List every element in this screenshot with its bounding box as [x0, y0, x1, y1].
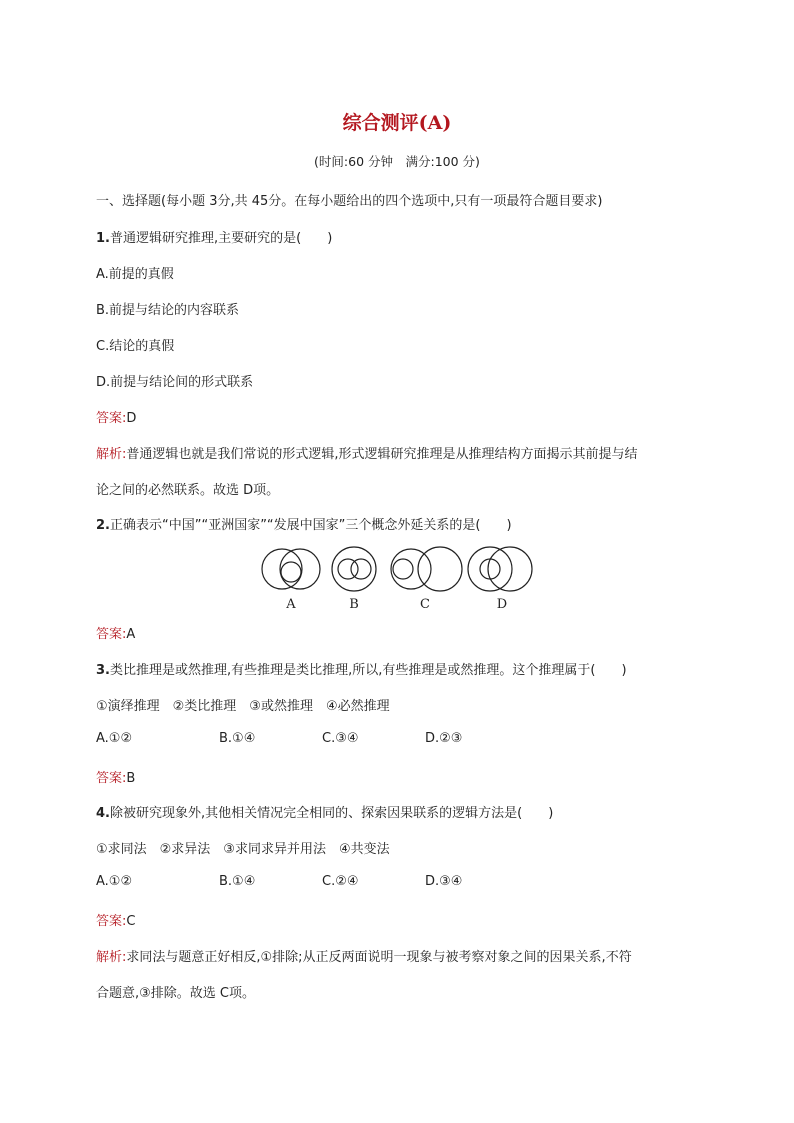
q1-analysis-line2: 论之间的必然联系。故选 D项。	[96, 483, 280, 498]
q2-answer	[96, 623, 135, 642]
q1-option-a: A.前提的真假	[96, 267, 174, 282]
q4-options	[96, 874, 696, 889]
q4-option-c: C.②④	[322, 874, 359, 889]
page-title: 综合测评(A)	[342, 112, 452, 134]
analysis-text: 求同法与题意正好相反,①排除;从正反两面说明一现象与被考察对象之间的因果关系,不符	[126, 950, 632, 965]
q4-option-d: D.③④	[425, 874, 463, 889]
question-number: 2.	[96, 518, 110, 533]
answer-label: 答案:	[96, 771, 127, 786]
venn-diagram-options	[258, 545, 538, 613]
q3-items: ①演绎推理 ②类比推理 ③或然推理 ④必然推理	[96, 699, 390, 714]
venn-label-a: A	[286, 597, 296, 612]
q4-analysis-line1	[96, 946, 632, 965]
exam-info: (时间:60 分钟 满分:100 分)	[314, 154, 480, 169]
answer-value: A	[126, 627, 136, 642]
venn-option-b	[332, 547, 376, 591]
analysis-label: 解析:	[96, 950, 127, 965]
venn-label-c: C	[420, 597, 430, 612]
question-1	[96, 227, 332, 246]
question-2	[96, 514, 512, 533]
answer-label: 答案:	[96, 627, 127, 642]
venn-label-d: D	[496, 597, 508, 612]
question-stem: 除被研究现象外,其他相关情况完全相同的、探索因果联系的逻辑方法是( )	[109, 806, 554, 821]
answer-value: D	[126, 411, 137, 426]
venn-option-c	[391, 547, 462, 591]
answer-label: 答案:	[96, 914, 127, 929]
q3-answer	[96, 767, 135, 786]
section-heading: 一、选择题(每小题 3分,共 45分。在每小题给出的四个选项中,只有一项最符合题目要求)	[96, 194, 603, 209]
question-number: 4.	[96, 806, 110, 821]
question-stem: 正确表示“中国”“亚洲国家”“发展中国家”三个概念外延关系的是( )	[109, 518, 512, 533]
analysis-text: 普通逻辑也就是我们常说的形式逻辑,形式逻辑研究推理是从推理结构方面揭示其前提与结	[126, 447, 638, 462]
q3-option-d: D.②③	[425, 731, 463, 746]
q4-analysis-line2: 合题意,③排除。故选 C项。	[96, 986, 255, 1001]
q4-items: ①求同法 ②求异法 ③求同求异并用法 ④共变法	[96, 842, 390, 857]
q1-option-c: C.结论的真假	[96, 339, 175, 354]
answer-value: B	[126, 771, 136, 786]
question-number: 1.	[96, 231, 110, 246]
q3-option-a: A.①②	[96, 731, 133, 746]
q3-option-c: C.③④	[322, 731, 359, 746]
question-stem: 类比推理是或然推理,有些推理是类比推理,所以,有些推理是或然推理。这个推理属于( )	[109, 663, 627, 678]
q1-answer	[96, 407, 136, 426]
q1-option-b: B.前提与结论的内容联系	[96, 303, 240, 318]
q4-option-a: A.①②	[96, 874, 133, 889]
answer-value: C	[126, 914, 136, 929]
q1-option-d: D.前提与结论间的形式联系	[96, 375, 254, 390]
venn-option-a	[262, 549, 320, 589]
answer-label: 答案:	[96, 411, 127, 426]
question-4	[96, 802, 553, 821]
q3-option-b: B.①④	[219, 731, 256, 746]
q1-analysis-line1	[96, 443, 638, 462]
question-number: 3.	[96, 663, 110, 678]
venn-option-d	[468, 547, 532, 591]
q4-option-b: B.①④	[219, 874, 256, 889]
question-3	[96, 659, 627, 678]
venn-label-b: B	[349, 597, 359, 612]
analysis-label: 解析:	[96, 447, 127, 462]
q3-options	[96, 731, 696, 746]
q4-answer	[96, 910, 135, 929]
question-stem: 普通逻辑研究推理,主要研究的是( )	[109, 231, 333, 246]
